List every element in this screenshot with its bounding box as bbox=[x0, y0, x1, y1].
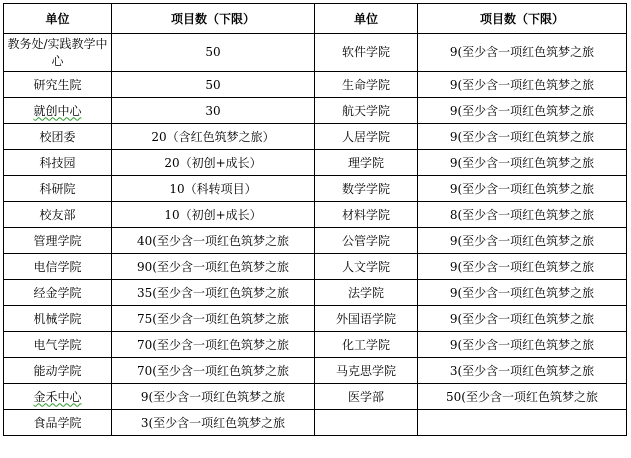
quota-cell-left-text: 40(至少含一项红色筑梦之旅 bbox=[137, 233, 289, 248]
unit-cell-left-text: 校团委 bbox=[39, 129, 76, 144]
unit-cell-left bbox=[4, 124, 112, 150]
quota-cell-left-text: 10（初创+成长） bbox=[164, 207, 262, 222]
quota-cell-left-text: 35(至少含一项红色筑梦之旅 bbox=[137, 285, 289, 300]
table-row bbox=[4, 34, 627, 72]
table-row bbox=[4, 202, 627, 228]
unit-cell-left-text: 电信学院 bbox=[33, 259, 82, 274]
quota-cell-right-text: 50(至少含一项红色筑梦之旅 bbox=[446, 389, 598, 404]
unit-cell-left bbox=[4, 332, 112, 358]
quota-cell-right bbox=[418, 280, 627, 306]
quota-cell-left-text: 3(至少含一项红色筑梦之旅 bbox=[140, 415, 286, 430]
quota-cell-right-text: 9(至少含一项红色筑梦之旅 bbox=[449, 45, 595, 59]
quota-cell-left bbox=[112, 124, 315, 150]
unit-cell-right bbox=[315, 280, 418, 306]
unit-cell-left bbox=[4, 254, 112, 280]
unit-cell-left-text: 就创中心 bbox=[33, 103, 82, 118]
unit-cell-left bbox=[4, 150, 112, 176]
quota-cell-left bbox=[112, 280, 315, 306]
unit-cell-right-text: 软件学院 bbox=[341, 45, 390, 59]
unit-cell-right-text: 化工学院 bbox=[341, 337, 390, 352]
quota-cell-right bbox=[418, 332, 627, 358]
quota-cell-left-text: 75(至少含一项红色筑梦之旅 bbox=[137, 311, 289, 326]
quota-cell-right bbox=[418, 98, 627, 124]
table-row bbox=[4, 176, 627, 202]
quota-cell-left bbox=[112, 34, 315, 72]
unit-cell-left-text: 食品学院 bbox=[33, 415, 82, 430]
quota-cell-right-text: 9(至少含一项红色筑梦之旅 bbox=[449, 285, 595, 300]
unit-cell-right bbox=[315, 98, 418, 124]
quota-cell-right bbox=[418, 124, 627, 150]
quota-cell-right-text: 9(至少含一项红色筑梦之旅 bbox=[449, 77, 595, 92]
unit-cell-right-text: 马克思学院 bbox=[335, 363, 396, 378]
unit-cell-right-text: 法学院 bbox=[347, 285, 384, 300]
table-row bbox=[4, 384, 627, 410]
unit-cell-left-text: 能动学院 bbox=[33, 363, 82, 378]
unit-cell-right-text: 外国语学院 bbox=[335, 311, 396, 326]
unit-cell-right bbox=[315, 358, 418, 384]
header-row bbox=[4, 4, 627, 34]
unit-cell-right bbox=[315, 34, 418, 72]
unit-cell-right-text: 人文学院 bbox=[341, 259, 390, 274]
unit-cell-right bbox=[315, 332, 418, 358]
quota-cell-right bbox=[418, 384, 627, 410]
unit-cell-right-text: 生命学院 bbox=[341, 77, 390, 92]
quota-cell-right bbox=[418, 72, 627, 98]
unit-cell-right bbox=[315, 124, 418, 150]
table-row bbox=[4, 332, 627, 358]
quota-table bbox=[3, 3, 627, 436]
unit-cell-right bbox=[315, 150, 418, 176]
unit-cell-left bbox=[4, 384, 112, 410]
quota-cell-left-text: 20（初创+成长） bbox=[164, 155, 262, 170]
quota-cell-left bbox=[112, 332, 315, 358]
quota-cell-left-text: 10（科转项目） bbox=[169, 181, 257, 196]
quota-cell-left bbox=[112, 254, 315, 280]
quota-cell-right-text: 3(至少含一项红色筑梦之旅 bbox=[449, 363, 595, 378]
unit-cell-left bbox=[4, 306, 112, 332]
quota-cell-right-text: 9(至少含一项红色筑梦之旅 bbox=[449, 103, 595, 118]
unit-cell-right bbox=[315, 202, 418, 228]
quota-cell-left-text: 70(至少含一项红色筑梦之旅 bbox=[137, 337, 289, 352]
unit-cell-right bbox=[315, 228, 418, 254]
quota-cell-right-text: 9(至少含一项红色筑梦之旅 bbox=[449, 337, 595, 352]
header-quota-left: 项目数（下限） bbox=[112, 4, 315, 34]
quota-cell-left bbox=[112, 384, 315, 410]
quota-cell-right bbox=[418, 176, 627, 202]
unit-cell-left bbox=[4, 410, 112, 436]
quota-cell-left-text: 90(至少含一项红色筑梦之旅 bbox=[137, 259, 289, 274]
quota-cell-left bbox=[112, 176, 315, 202]
quota-cell-right bbox=[418, 228, 627, 254]
quota-cell-right-text: 9(至少含一项红色筑梦之旅 bbox=[449, 129, 595, 144]
unit-cell-right-text: 公管学院 bbox=[341, 233, 390, 248]
quota-cell-right bbox=[418, 306, 627, 332]
table-row bbox=[4, 410, 627, 436]
unit-cell-left bbox=[4, 34, 112, 72]
quota-cell-left-text: 70(至少含一项红色筑梦之旅 bbox=[137, 363, 289, 378]
quota-cell-left bbox=[112, 202, 315, 228]
quota-cell-right bbox=[418, 254, 627, 280]
unit-cell-left-text: 教务处/实践教学中心 bbox=[7, 36, 108, 68]
unit-cell-left bbox=[4, 358, 112, 384]
unit-cell-left-text: 科研院 bbox=[39, 181, 76, 196]
table-body bbox=[4, 34, 627, 436]
quota-cell-left-text: 9(至少含一项红色筑梦之旅 bbox=[140, 389, 286, 404]
quota-cell-right bbox=[418, 410, 627, 436]
table-row bbox=[4, 150, 627, 176]
quota-cell-right bbox=[418, 358, 627, 384]
quota-cell-left bbox=[112, 358, 315, 384]
unit-cell-left bbox=[4, 176, 112, 202]
unit-cell-left-text: 科技园 bbox=[39, 155, 76, 170]
unit-cell-left-text: 校友部 bbox=[39, 207, 76, 222]
table-row bbox=[4, 98, 627, 124]
table-row bbox=[4, 124, 627, 150]
quota-cell-right bbox=[418, 34, 627, 72]
unit-cell-left bbox=[4, 98, 112, 124]
quota-cell-right-text: 9(至少含一项红色筑梦之旅 bbox=[449, 233, 595, 248]
unit-cell-right bbox=[315, 72, 418, 98]
unit-cell-right-text: 数学学院 bbox=[341, 181, 390, 196]
quota-cell-right-text: 9(至少含一项红色筑梦之旅 bbox=[449, 181, 595, 196]
table-row bbox=[4, 254, 627, 280]
unit-cell-right-text: 医学部 bbox=[347, 389, 384, 404]
unit-cell-left-text: 研究生院 bbox=[33, 77, 82, 92]
quota-cell-left bbox=[112, 150, 315, 176]
quota-cell-right-text: 8(至少含一项红色筑梦之旅 bbox=[449, 207, 595, 222]
quota-cell-left bbox=[112, 98, 315, 124]
quota-cell-left-text: 20（含红色筑梦之旅） bbox=[151, 129, 275, 144]
unit-cell-right bbox=[315, 306, 418, 332]
unit-cell-right bbox=[315, 176, 418, 202]
quota-cell-left bbox=[112, 72, 315, 98]
quota-cell-right-text: 9(至少含一项红色筑梦之旅 bbox=[449, 311, 595, 326]
quota-cell-left-text: 50 bbox=[205, 77, 221, 92]
quota-cell-left-text: 30 bbox=[205, 103, 221, 118]
unit-cell-left bbox=[4, 280, 112, 306]
unit-cell-left bbox=[4, 228, 112, 254]
header-quota-right: 项目数（下限） bbox=[418, 4, 627, 34]
quota-cell-left-text: 50 bbox=[205, 45, 221, 59]
quota-cell-left bbox=[112, 228, 315, 254]
unit-cell-right-text: 理学院 bbox=[347, 155, 384, 170]
unit-cell-right-text: 材料学院 bbox=[341, 207, 390, 222]
header-unit-left: 单位 bbox=[4, 4, 112, 34]
table-row bbox=[4, 72, 627, 98]
quota-cell-right bbox=[418, 202, 627, 228]
table-row bbox=[4, 228, 627, 254]
table-row bbox=[4, 306, 627, 332]
unit-cell-left bbox=[4, 72, 112, 98]
unit-cell-left bbox=[4, 202, 112, 228]
unit-cell-left-text: 电气学院 bbox=[33, 337, 82, 352]
quota-cell-left bbox=[112, 410, 315, 436]
quota-cell-right-text: 9(至少含一项红色筑梦之旅 bbox=[449, 155, 595, 170]
quota-cell-right bbox=[418, 150, 627, 176]
table-row bbox=[4, 358, 627, 384]
header-unit-right: 单位 bbox=[315, 4, 418, 34]
unit-cell-right-text: 航天学院 bbox=[341, 103, 390, 118]
quota-cell-left bbox=[112, 306, 315, 332]
unit-cell-right bbox=[315, 384, 418, 410]
unit-cell-right bbox=[315, 254, 418, 280]
table-row bbox=[4, 280, 627, 306]
unit-cell-right bbox=[315, 410, 418, 436]
unit-cell-left-text: 金禾中心 bbox=[33, 389, 82, 404]
unit-cell-right-text: 人居学院 bbox=[341, 129, 390, 144]
unit-cell-left-text: 管理学院 bbox=[33, 233, 82, 248]
unit-cell-left-text: 机械学院 bbox=[33, 311, 82, 326]
unit-cell-left-text: 经金学院 bbox=[33, 285, 82, 300]
quota-table-container bbox=[3, 3, 627, 436]
quota-cell-right-text: 9(至少含一项红色筑梦之旅 bbox=[449, 259, 595, 274]
